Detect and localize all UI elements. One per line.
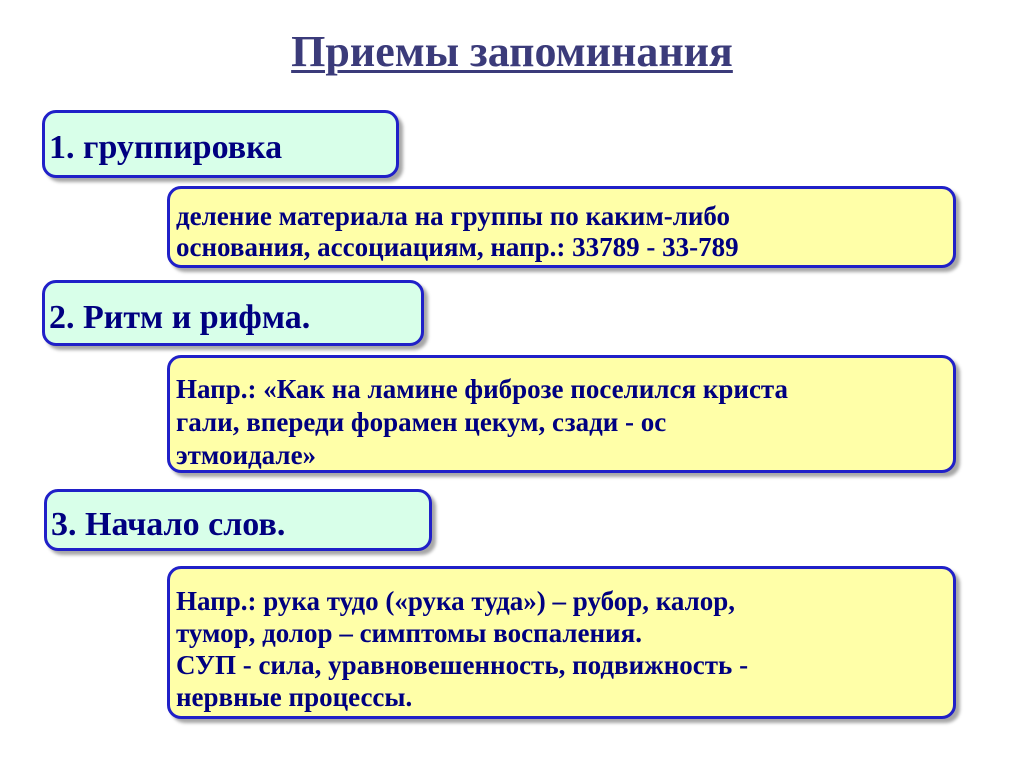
heading-box-rhythm [42, 280, 424, 346]
description-box-rhythm [167, 355, 956, 473]
slide-title [0, 26, 1024, 77]
description-line: Напр.: «Как на ламине фиброзе поселился криста [176, 374, 789, 404]
heading-box-first-letters [44, 489, 432, 551]
slide-title-text: Приемы запоминания [291, 27, 733, 76]
description-line: основания, ассоциациям, напр.: 33789 - 33-789 [176, 232, 739, 262]
description-box-first-letters [167, 566, 956, 719]
heading-box-grouping [42, 110, 399, 178]
description-line: гали, впереди форамен цекум, сзади - ос [176, 407, 667, 437]
description-line: нервные процессы. [176, 682, 413, 712]
description-line: СУП - сила, уравновешенность, подвижность - [176, 650, 749, 680]
description-line: тумор, долор – симптомы воспаления. [176, 618, 642, 648]
description-box-grouping [167, 186, 956, 268]
heading-text: 2. Ритм и рифма. [49, 299, 311, 336]
description-line: деление материала на группы по каким-либо [176, 201, 731, 231]
description-line: Напр.: рука тудо («рука туда») – рубор, калор, [176, 586, 736, 616]
heading-text: 3. Начало слов. [51, 506, 286, 543]
heading-text: 1. группировка [49, 129, 283, 166]
description-line: этмоидале» [176, 440, 317, 470]
